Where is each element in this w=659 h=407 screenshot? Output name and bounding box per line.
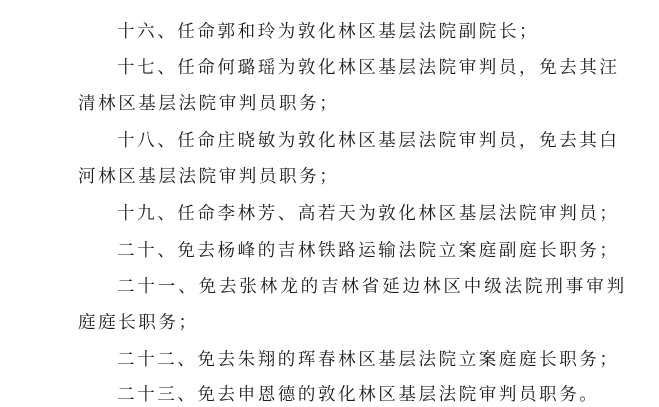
item-17-line-2: 清林区基层法院审判员职务； bbox=[78, 94, 340, 114]
item-16-line: 十六、任命郭和玲为敦化林区基层法院副院长； bbox=[117, 22, 540, 42]
item-20-line: 二十、免去杨峰的吉林铁路运输法院立案庭副庭长职务； bbox=[117, 241, 620, 261]
item-18-line-1: 十八、任命庄晓敏为敦化林区基层法院审判员，免去其白 bbox=[117, 131, 620, 151]
item-21-line-2: 庭庭长职务； bbox=[78, 313, 199, 333]
item-21-line-1: 二十一、免去张林龙的吉林省延边林区中级法院刑事审判 bbox=[117, 277, 627, 297]
item-17-line-1: 十七、任命何璐瑶为敦化林区基层法院审判员，免去其汪 bbox=[117, 58, 620, 78]
item-22-line: 二十二、免去朱翔的珲春林区基层法院立案庭庭长职务； bbox=[117, 350, 620, 370]
item-19-line: 十九、任命李林芳、高若天为敦化林区基层法院审判员； bbox=[117, 204, 620, 224]
item-23-line: 二十三、免去申恩德的敦化林区基层法院审判员职务。 bbox=[117, 385, 600, 405]
item-18-line-2: 河林区基层法院审判员职务； bbox=[78, 167, 340, 187]
